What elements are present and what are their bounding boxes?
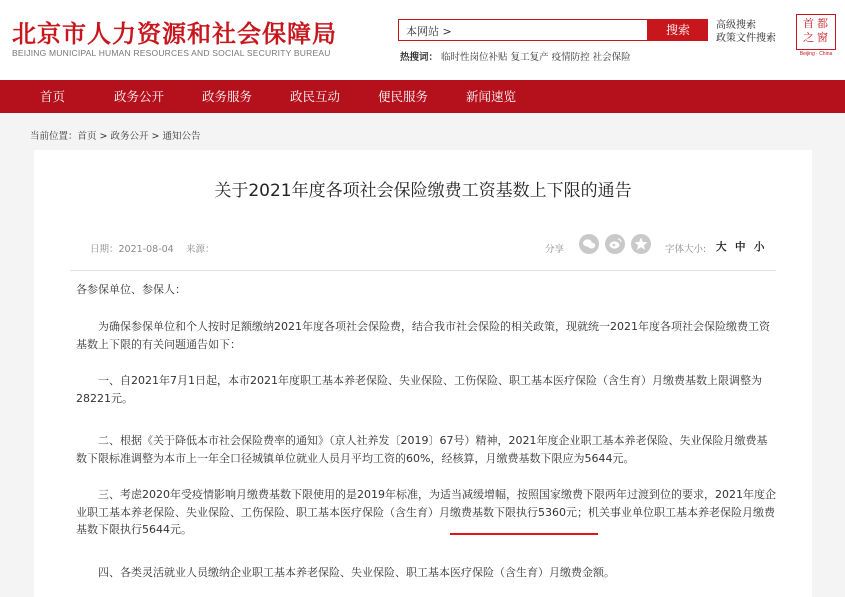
capital-window-logo[interactable] xyxy=(796,14,836,50)
article-date: 日期：2021-08-04 xyxy=(90,244,174,255)
nav-item-news[interactable]: 新闻速览 xyxy=(466,89,517,104)
search-links xyxy=(716,19,776,45)
site-logo-subtitle: BEIJING MUNICIPAL HUMAN RESOURCES AND SOCIAL SECURITY BUREAU xyxy=(12,48,331,58)
nav-item-home[interactable]: 首页 xyxy=(40,89,66,104)
font-size-small-button[interactable]: 小 xyxy=(754,241,765,253)
article-paragraph: 四、各类灵活就业人员缴纳企业职工基本养老保险、失业保险、职工基本医疗保险（含生育）月缴费金额。 xyxy=(98,566,615,579)
breadcrumb[interactable]: 当前位置：首页 > 政务公开 > 通知公告 xyxy=(30,131,201,142)
site-logo-title[interactable]: 北京市人力资源和社会保障局 xyxy=(12,20,337,48)
advanced-search-link[interactable]: 高级搜索 xyxy=(716,20,756,31)
share-label: 分享 xyxy=(545,244,565,255)
hot-search-list[interactable]: 临时性岗位补贴 复工复产 疫情防控 社会保险 xyxy=(441,52,631,63)
article-card xyxy=(34,150,812,597)
site-header xyxy=(0,0,845,78)
wechat-share-icon[interactable] xyxy=(579,234,599,254)
article-paragraph: 二、根据《关于降低本市社会保险费率的通知》（京人社养发〔2019〕67号）精神，2021年度企业职工基本养老保险、失业保险月缴费基数下限标准调整为本市上一年全口径城镇单位就业人员月平均工资的60%，经核算，月缴费基数下限应为5644元。 xyxy=(76,434,768,465)
article-source: 来源： xyxy=(186,244,215,255)
font-size-medium-button[interactable]: 中 xyxy=(735,241,746,253)
policy-search-link[interactable]: 政策文件搜索 xyxy=(716,33,776,44)
nav-item-gov-services[interactable]: 政务服务 xyxy=(202,89,253,104)
hot-search-terms xyxy=(400,49,631,63)
font-size-label: 字体大小: xyxy=(665,244,707,255)
main-nav xyxy=(0,80,845,113)
weibo-share-icon[interactable] xyxy=(605,234,625,254)
article-paragraph: 三、考虑2020年受疫情影响月缴费基数下限使用的是2019年标准，为适当减缓增幅，按照国家缴费下限两年过渡到位的要求，2021年度企业职工基本养老保险、失业保险、工伤保险、职工基本医疗保险（含生育）月缴费基数下限执行5360元；机关事业单位职工基本养老保险月缴费基数下限执行5644元。 xyxy=(76,488,776,536)
meta-divider xyxy=(70,270,776,271)
article-title: 关于2021年度各项社会保险缴费工资基数上下限的通告 xyxy=(214,181,632,201)
capital-window-logo-text: 首都之窗 xyxy=(803,17,831,44)
nav-item-interaction[interactable]: 政民互动 xyxy=(290,89,341,104)
qzone-share-icon[interactable] xyxy=(631,234,651,254)
hot-search-label: 热搜词： xyxy=(400,52,439,63)
nav-item-citizen-services[interactable]: 便民服务 xyxy=(378,89,429,104)
article-greeting: 各参保单位、参保人： xyxy=(76,283,186,296)
search-input[interactable]: 本网站 > xyxy=(398,19,648,41)
search-button[interactable]: 搜索 xyxy=(648,19,708,41)
article-paragraph: 为确保参保单位和个人按时足额缴纳2021年度各项社会保险费，结合我市社会保险的相关政策，现就统一2021年度各项社会保险缴费工资基数上下限的有关问题通告如下： xyxy=(76,320,770,351)
font-size-large-button[interactable]: 大 xyxy=(716,241,727,253)
article-paragraph: 一、自2021年7月1日起，本市2021年度职工基本养老保险、失业保险、工伤保险、职工基本医疗保险（含生育）月缴费基数上限调整为28221元。 xyxy=(76,374,762,405)
capital-window-logo-sub: Beijing · China xyxy=(799,51,833,57)
highlight-underline xyxy=(450,533,598,535)
nav-item-gov-disclosure[interactable]: 政务公开 xyxy=(114,89,165,104)
